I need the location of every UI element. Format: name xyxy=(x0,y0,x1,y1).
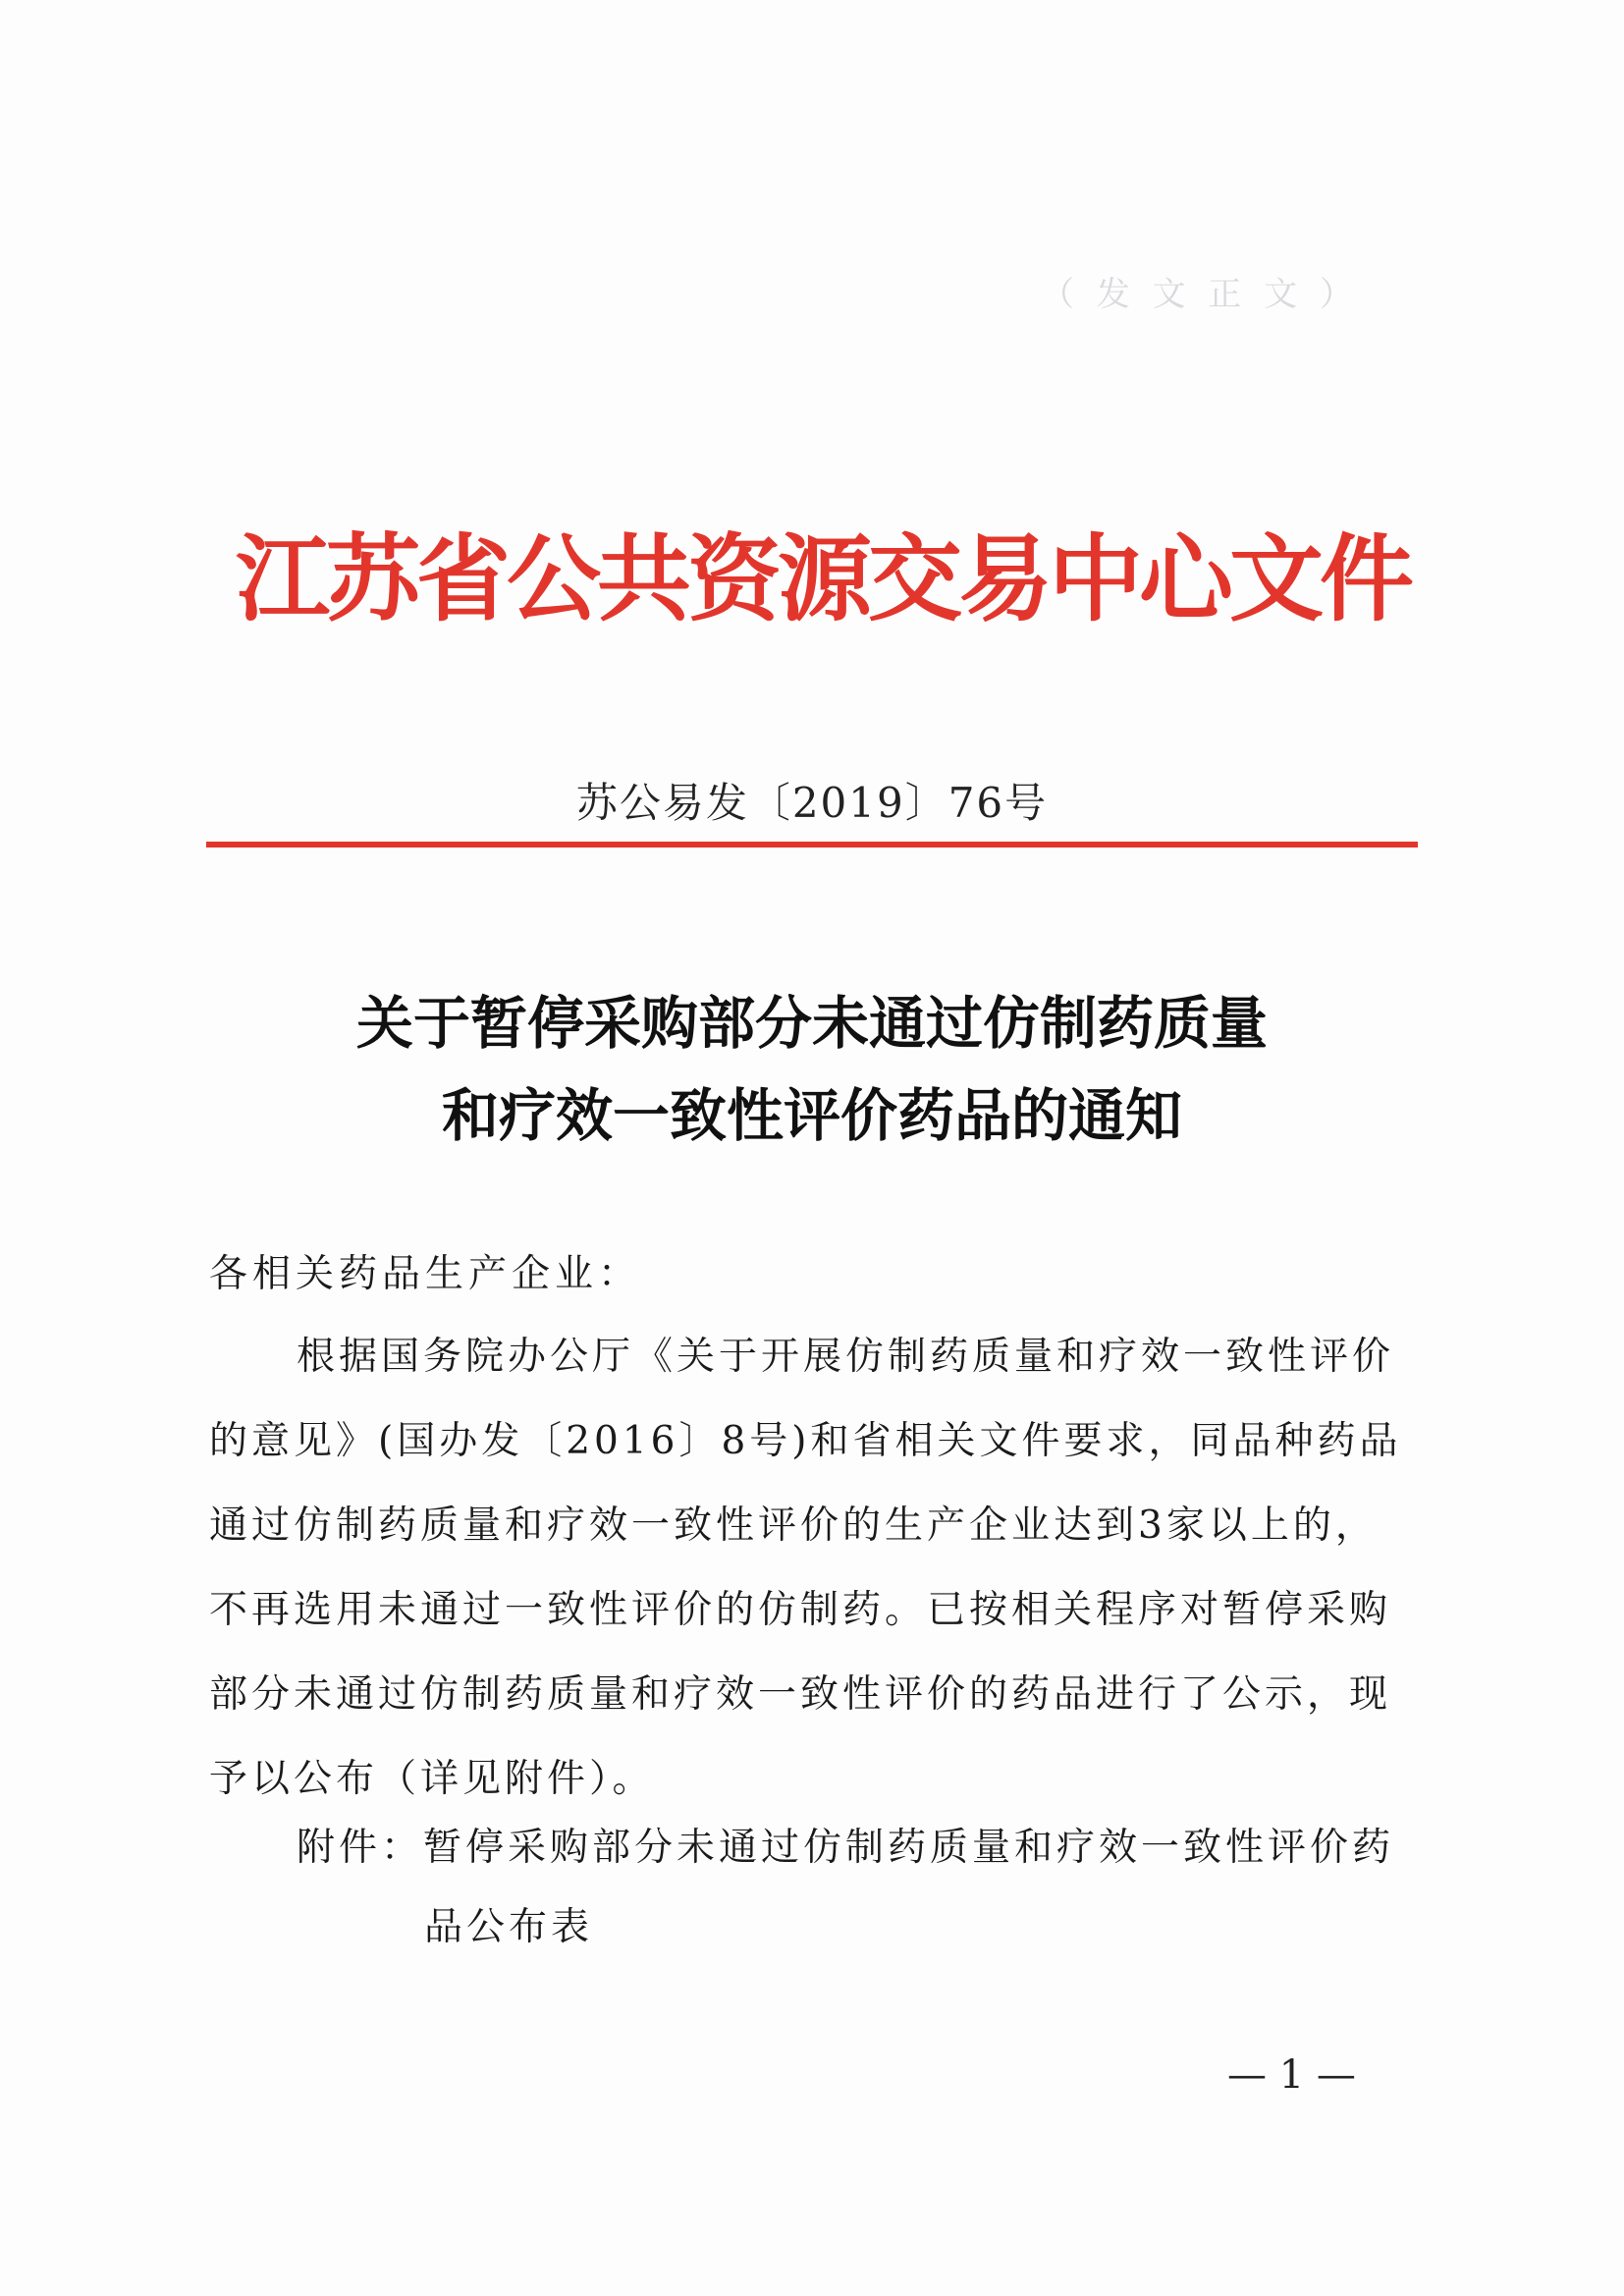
page-number: — 1 — xyxy=(1227,2052,1356,2098)
body-line-5: 部分未通过仿制药质量和疗效一致性评价的药品进行了公示，现 xyxy=(209,1672,1392,1717)
red-divider-line xyxy=(206,842,1418,847)
body-line-3: 通过仿制药质量和疗效一致性评价的生产企业达到3家以上的， xyxy=(209,1503,1378,1548)
salutation: 各相关药品生产企业： xyxy=(209,1252,642,1296)
faint-watermark-note: （ 发 文 正 文 ） xyxy=(1041,275,1360,314)
notice-title-line-1: 关于暂停采购部分未通过仿制药质量 xyxy=(355,990,1268,1057)
body-line-6: 予以公布（详见附件）。 xyxy=(209,1757,655,1801)
body-line-2: 的意见》(国办发〔2016〕8号)和省相关文件要求，同品种药品 xyxy=(209,1419,1402,1463)
body-line-1: 根据国务院办公厅《关于开展仿制药质量和疗效一致性评价 xyxy=(297,1335,1395,1379)
notice-title-line-2: 和疗效一致性评价药品的通知 xyxy=(441,1082,1182,1149)
attachment-line-2: 品公布表 xyxy=(424,1905,594,1949)
body-line-4: 不再选用未通过一致性评价的仿制药。已按相关程序对暂停采购 xyxy=(209,1588,1392,1632)
notice-title xyxy=(206,977,1418,1162)
attachment-line-1: 附件：暂停采购部分未通过仿制药质量和疗效一致性评价药 xyxy=(297,1826,1395,1870)
masthead-title: 江苏省公共资源交易中心文件 xyxy=(236,524,1410,634)
document-number: 苏公易发〔2019〕76号 xyxy=(575,779,1049,827)
